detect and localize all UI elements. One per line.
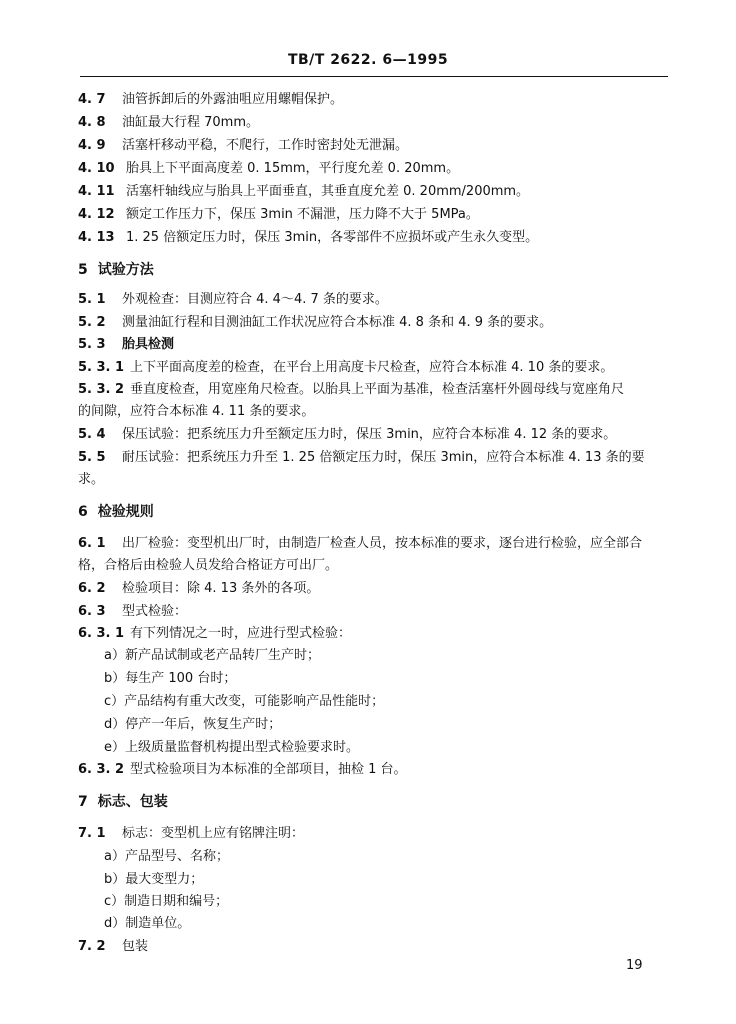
clause-4-7 [78, 92, 343, 108]
clause-number: 4. 10 [78, 161, 115, 176]
clause-5-3-1 [78, 360, 613, 376]
section-title: 试验方法 [97, 262, 154, 278]
clause-number: 6. 3 [78, 604, 106, 619]
clause-6-3-2 [78, 762, 407, 778]
clause-4-11 [78, 184, 529, 200]
clause-number: 5. 5 [78, 450, 106, 465]
clause-text: 测量油缸行程和目测油缸工作状况应符合本标准 4. 8 条和 4. 9 条的要求。 [122, 315, 553, 330]
clause-text: 1. 25 倍额定压力时，保压 3min，各零部件不应损坏或产生永久变型。 [126, 230, 539, 245]
clause-number: 5. 3. 1 [78, 360, 125, 375]
clause-text: 检验项目：除 4. 13 条外的各项。 [122, 581, 320, 596]
clause-5-1 [78, 292, 388, 308]
standard-code-header: TB/T 2622. 6—1995 [287, 52, 449, 68]
clause-4-8 [78, 115, 259, 131]
clause-6-3-1 [78, 626, 351, 642]
section-number: 7 [78, 794, 88, 810]
clause-4-13 [78, 230, 538, 246]
list-item: a）新产品试制或老产品转厂生产时； [104, 648, 320, 663]
clause-number: 6. 3. 2 [78, 762, 125, 777]
section-number: 6 [78, 504, 88, 520]
clause-text: 包装 [122, 939, 149, 954]
clause-text: 活塞杆移动平稳，不爬行，工作时密封处无泄漏。 [122, 138, 409, 153]
clause-text: 油缸最大行程 70mm。 [122, 115, 260, 130]
clause-text: 胎具检测 [122, 337, 175, 352]
section-5-heading [78, 262, 154, 278]
clause-text: 保压试验：把系统压力升至额定压力时，保压 3min，应符合本标准 4. 12 条的要求。 [122, 427, 617, 442]
list-item: d）制造单位。 [104, 916, 191, 931]
clause-4-10 [78, 161, 459, 177]
clause-number: 7. 1 [78, 826, 106, 841]
clause-number: 6. 1 [78, 536, 106, 551]
section-title: 标志、包装 [97, 794, 168, 810]
clause-text: 额定工作压力下，保压 3min 不漏泄，压力降不大于 5MPa。 [126, 207, 479, 222]
clause-5-3-2 [78, 382, 624, 398]
section-6-heading [78, 504, 154, 520]
clause-number: 5. 4 [78, 427, 106, 442]
clause-text: 上下平面高度差的检查，在平台上用高度卡尺检查，应符合本标准 4. 10 条的要求。 [130, 360, 614, 375]
clause-text: 外观检查：目测应符合 4. 4～4. 7 条的要求。 [122, 292, 388, 307]
clause-text: 活塞杆轴线应与胎具上平面垂直，其垂直度允差 0. 20mm/200mm。 [126, 184, 530, 199]
list-item: c）制造日期和编号； [104, 894, 229, 909]
clause-number: 4. 7 [78, 92, 106, 107]
clause-text: 型式检验项目为本标准的全部项目，抽检 1 台。 [130, 762, 407, 777]
clause-5-5-continued: 求。 [78, 472, 105, 487]
clause-number: 6. 2 [78, 581, 106, 596]
clause-5-3-2-continued: 的间隙，应符合本标准 4. 11 条的要求。 [78, 404, 315, 419]
clause-text: 耐压试验：把系统压力升至 1. 25 倍额定压力时，保压 3min，应符合本标准 4. 13 条的要 [122, 450, 645, 465]
list-item: e）上级质量监督机构提出型式检验要求时。 [104, 740, 359, 755]
list-item: b）最大变型力； [104, 872, 204, 887]
clause-text: 型式检验： [122, 604, 188, 619]
list-item: a）产品型号、名称； [104, 849, 229, 864]
clause-5-3 [78, 337, 174, 353]
list-item: d）停产一年后，恢复生产时； [104, 717, 282, 732]
clause-text: 油管拆卸后的外露油咀应用螺帽保护。 [122, 92, 344, 107]
clause-number: 5. 2 [78, 315, 106, 330]
clause-7-2 [78, 939, 148, 955]
clause-number: 4. 13 [78, 230, 115, 245]
page-number: 19 [626, 958, 643, 973]
clause-text: 标志：变型机上应有铭牌注明： [122, 826, 305, 841]
clause-text: 垂直度检查，用宽座角尺检查。以胎具上平面为基准，检查活塞杆外圆母线与宽座角尺 [130, 382, 625, 397]
clause-number: 5. 3 [78, 337, 106, 352]
clause-number: 7. 2 [78, 939, 106, 954]
list-item: c）产品结构有重大改变，可能影响产品性能时； [104, 694, 385, 709]
clause-number: 5. 1 [78, 292, 106, 307]
clause-5-5 [78, 450, 645, 466]
clause-4-12 [78, 207, 479, 223]
clause-5-4 [78, 427, 616, 443]
list-item: b）每生产 100 台时； [104, 671, 237, 686]
clause-4-9 [78, 138, 408, 154]
clause-7-1 [78, 826, 304, 842]
clause-number: 5. 3. 2 [78, 382, 125, 397]
clause-number: 4. 11 [78, 184, 115, 199]
section-7-heading [78, 794, 168, 810]
clause-text: 胎具上下平面高度差 0. 15mm，平行度允差 0. 20mm。 [126, 161, 460, 176]
clause-number: 6. 3. 1 [78, 626, 125, 641]
section-title: 检验规则 [97, 504, 154, 520]
clause-6-1-continued: 格，合格后由检验人员发给合格证方可出厂。 [78, 558, 339, 573]
header-rule [80, 76, 668, 77]
clause-number: 4. 8 [78, 115, 106, 130]
section-number: 5 [78, 262, 88, 278]
clause-number: 4. 9 [78, 138, 106, 153]
clause-5-2 [78, 315, 552, 331]
clause-6-3 [78, 604, 187, 620]
clause-text: 出厂检验：变型机出厂时，由制造厂检查人员，按本标准的要求，逐台进行检验，应全部合 [122, 536, 643, 551]
clause-6-1 [78, 536, 642, 552]
clause-6-2 [78, 581, 319, 597]
clause-number: 4. 12 [78, 207, 115, 222]
clause-text: 有下列情况之一时，应进行型式检验： [130, 626, 352, 641]
